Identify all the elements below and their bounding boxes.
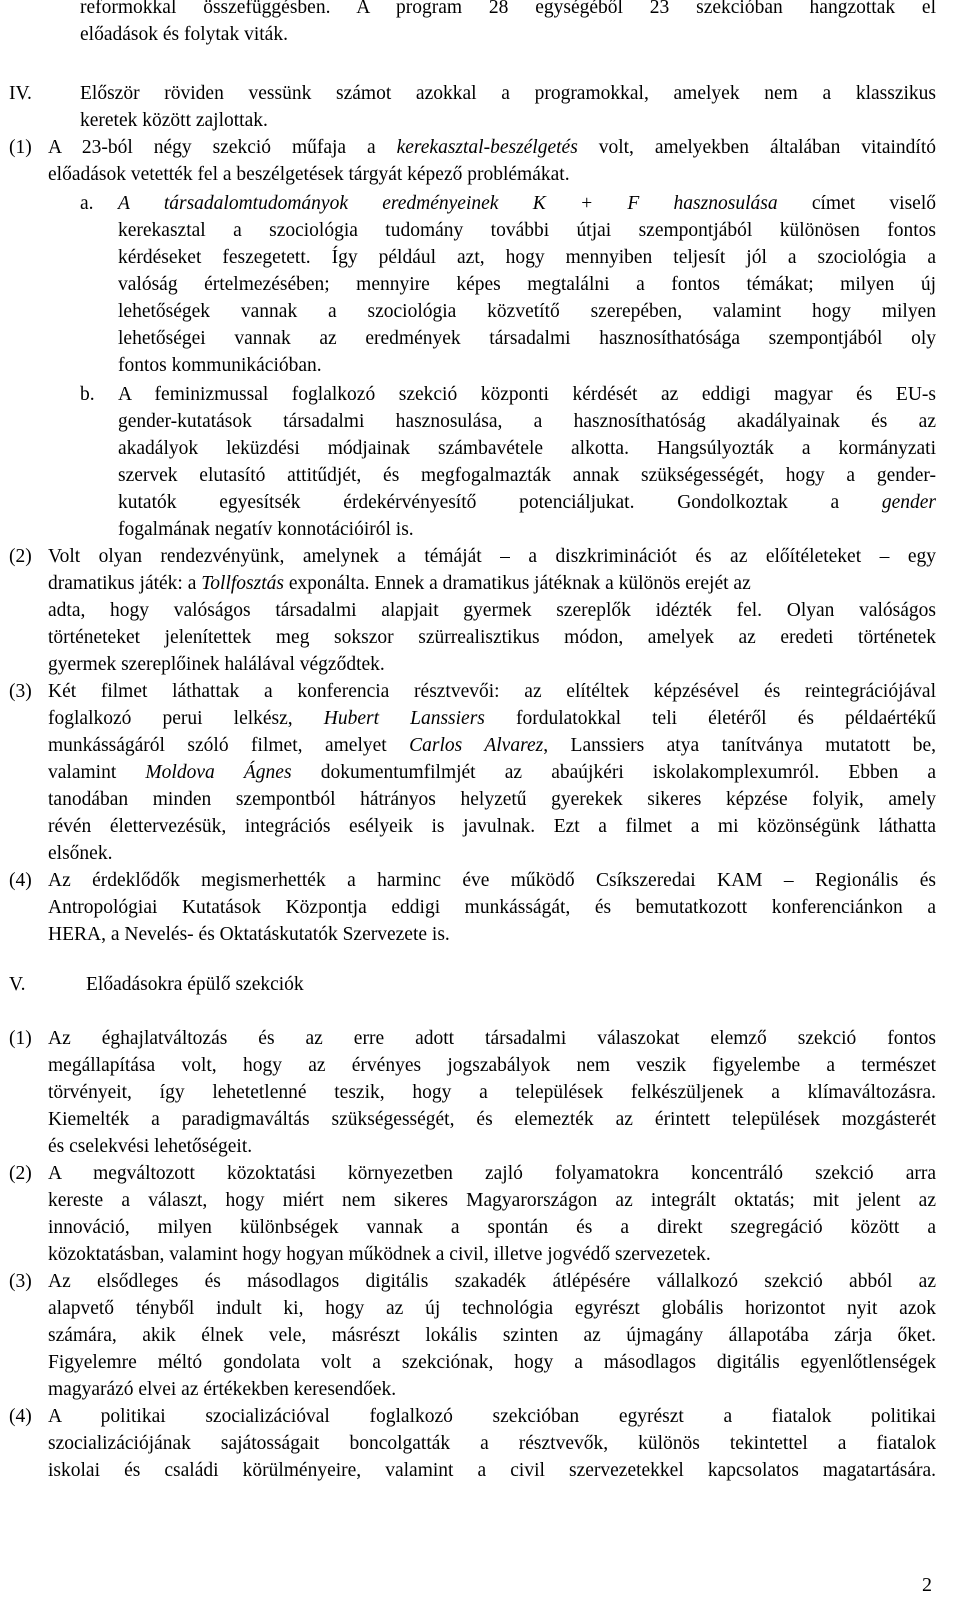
text-line bbox=[48, 1052, 936, 1080]
text-segment: Előadásokra épülő szekciók bbox=[86, 974, 304, 995]
text-line bbox=[48, 1079, 936, 1107]
text-segment: (1) bbox=[9, 1028, 32, 1049]
text-segment: A feminizmussal foglalkozó szekció központi kérdését az eddigi magyar és EU-s bbox=[118, 384, 936, 405]
text-segment: közoktatásban, valamint hogy hogyan működnek a civil, illetve jogvédő szervezetek. bbox=[48, 1244, 711, 1265]
text-line bbox=[48, 1457, 936, 1485]
text-line bbox=[118, 462, 936, 490]
text-segment: történeteket jelenítettek meg sokszor szürrealisztikus módon, amelyek az eredeti történetek bbox=[48, 627, 936, 648]
italic-text: Moldova Ágnes bbox=[145, 762, 292, 783]
text-line bbox=[48, 813, 936, 841]
text-line bbox=[48, 1349, 936, 1377]
text-line bbox=[48, 1241, 711, 1269]
text-segment: keretek között zajlottak. bbox=[80, 110, 268, 131]
text-segment: Az éghajlatváltozás és az erre adott társadalmi válaszokat elemző szekció fontos bbox=[48, 1028, 936, 1049]
text-line bbox=[48, 786, 936, 814]
text-segment: Két filmet láthattak a konferencia résztvevői: az elítéltek képzésével és reintegrációjával bbox=[48, 681, 936, 702]
text-segment: kerekasztal a szociológia tudomány további útjai szempontjából különösen fontos bbox=[118, 220, 936, 241]
text-line bbox=[48, 161, 570, 189]
text-line bbox=[48, 1430, 936, 1458]
text-segment: HERA, a Nevelés- és Oktatáskutatók Szervezete is. bbox=[48, 924, 450, 945]
text-line bbox=[118, 352, 322, 380]
text-line bbox=[48, 759, 936, 787]
text-line bbox=[48, 732, 936, 760]
text-line bbox=[48, 1376, 396, 1404]
italic-text: A társadalomtudományok eredményeinek K + F hasznosulása bbox=[118, 193, 778, 214]
text-segment: törvényeit, így lehetetlenné teszik, hogy a települések felkészüljenek a klímaváltozásra. bbox=[48, 1082, 936, 1103]
italic-text: kerekasztal-beszélgetés bbox=[396, 137, 578, 158]
text-segment: Először röviden vessünk számot azokkal a programokkal, amelyek nem a klasszikus bbox=[80, 83, 936, 104]
text-line bbox=[9, 134, 32, 162]
text-line bbox=[48, 1268, 936, 1296]
text-line bbox=[48, 1106, 936, 1134]
text-segment: gyermek szereplőinek halálával végződtek. bbox=[48, 654, 385, 675]
text-segment: kereste a választ, hogy miért nem sikeres Magyarországon az integrált oktatás; mit jelent az bbox=[48, 1190, 936, 1211]
text-line bbox=[9, 1160, 32, 1188]
text-segment: fordulatokkal teli életéről és példaértékű bbox=[484, 708, 936, 729]
text-line bbox=[9, 1268, 32, 1296]
text-segment: Volt olyan rendezvényünk, amelynek a témáját – a diszkriminációt és az előítéleteket – egy bbox=[48, 546, 936, 567]
text-segment: megállapítása volt, hogy az érvényes jogszabályok nem veszik figyelembe a természet bbox=[48, 1055, 936, 1076]
text-line bbox=[118, 435, 936, 463]
text-line bbox=[9, 80, 32, 108]
text-line bbox=[48, 1025, 936, 1053]
text-line bbox=[9, 678, 32, 706]
text-line bbox=[80, 381, 95, 409]
text-line bbox=[48, 705, 936, 733]
text-segment: révén élettervezésük, integrációs esélyeik is javulnak. Ezt a filmet a mi közönségünk láthatta bbox=[48, 816, 936, 837]
text-segment: b. bbox=[80, 384, 95, 405]
text-line bbox=[118, 489, 936, 517]
text-line bbox=[48, 921, 450, 949]
text-line bbox=[48, 894, 936, 922]
text-line bbox=[48, 624, 936, 652]
text-segment: volt, amelyekben általában vitaindító bbox=[577, 137, 936, 158]
page-number: 2 bbox=[922, 1574, 932, 1596]
text-segment: akadályok leküzdési módjainak számbavétele alkotta. Hangsúlyozták a kormányzati bbox=[118, 438, 936, 459]
text-segment: címet viselő bbox=[777, 193, 936, 214]
text-segment: dramatikus játék: a bbox=[48, 573, 202, 594]
italic-text: Hubert Lanssiers bbox=[323, 708, 485, 729]
text-segment: a. bbox=[80, 193, 94, 214]
text-segment: iskolai és családi körülményeire, valamint a civil szervezetekkel kapcsolatos magatartására. bbox=[48, 1460, 936, 1481]
text-segment: (4) bbox=[9, 870, 32, 891]
text-segment: valamint bbox=[48, 762, 146, 783]
text-line bbox=[118, 244, 936, 272]
text-line bbox=[118, 190, 936, 218]
text-segment: lehetőségei vannak az eredmények társadalmi hasznosíthatósága szempontjából oly bbox=[118, 328, 936, 349]
text-segment: innováció, milyen különbségek vannak a spontán és a direkt szegregáció között a bbox=[48, 1217, 936, 1238]
text-segment: A politikai szocializációval foglalkozó szekcióban egyrészt a fiatalok politikai bbox=[48, 1406, 936, 1427]
text-segment: (3) bbox=[9, 1271, 32, 1292]
text-segment: Figyelemre méltó gondolata volt a szekciónak, hogy a másodlagos digitális egyenlőtlenségek bbox=[48, 1352, 936, 1373]
text-segment: valóság értelmezésében; mennyire képes megtalálni a fontos témákat; milyen új bbox=[118, 274, 936, 295]
text-segment: előadások és folytak viták. bbox=[80, 24, 288, 45]
text-segment: foglalkozó perui lelkész, bbox=[48, 708, 324, 729]
text-segment: Antropológiai Kutatások Központja eddigi munkásságát, és bemutatkozott konferenciánkon a bbox=[48, 897, 936, 918]
text-segment: exponálta. Ennek a dramatikus játéknak a különös erejét az bbox=[284, 573, 751, 594]
text-line bbox=[118, 271, 936, 299]
text-line bbox=[48, 1214, 936, 1242]
text-line bbox=[48, 1187, 936, 1215]
text-line bbox=[118, 381, 936, 409]
text-line bbox=[48, 597, 936, 625]
text-line bbox=[9, 1403, 32, 1431]
text-line bbox=[9, 867, 32, 895]
text-segment: A megváltozott közoktatási környezetben zajló folyamatokra koncentráló szekció arra bbox=[48, 1163, 936, 1184]
text-line bbox=[80, 21, 288, 49]
text-segment: magyarázó elvei az értékekben keresendőek. bbox=[48, 1379, 397, 1400]
text-segment: lehetőségek vannak a szociológia közvetítő szerepében, valamint hogy milyen bbox=[118, 301, 936, 322]
text-segment: és cselekvési lehetőségeit. bbox=[48, 1136, 253, 1157]
text-segment: (2) bbox=[9, 546, 32, 567]
text-line bbox=[48, 543, 936, 571]
text-segment: IV. bbox=[9, 83, 32, 104]
text-segment: szocializációjának sajátosságait boncolgatták a résztvevők, különös tekintettel a fiatalok bbox=[48, 1433, 936, 1454]
italic-text: gender bbox=[881, 492, 936, 513]
text-line bbox=[48, 867, 936, 895]
text-line bbox=[48, 134, 936, 162]
text-segment: fontos kommunikációban. bbox=[118, 355, 322, 376]
text-line bbox=[80, 190, 94, 218]
text-line bbox=[9, 543, 32, 571]
text-segment: Az elsődleges és másodlagos digitális szakadék átlépésére vállalkozó szekció abból az bbox=[48, 1271, 936, 1292]
text-line bbox=[118, 298, 936, 326]
text-segment: dokumentumfilmjét az abaújkéri iskolakomplexumról. Ebben a bbox=[291, 762, 937, 783]
text-segment: reformokkal összefüggésben. A program 28 egységéből 23 szekcióban hangzottak el bbox=[80, 0, 936, 18]
text-line bbox=[118, 217, 936, 245]
text-segment: alapvető tényből indult ki, hogy az új technológia egyrészt globális horizontot nyit azok bbox=[48, 1298, 936, 1319]
text-line bbox=[9, 971, 25, 999]
text-segment: előadások vetették fel a beszélgetések tárgyát képező problémákat. bbox=[48, 164, 570, 185]
text-segment: tanodában minden szempontból hátrányos helyzetű gyerekek sikeres képzése folyik, amely bbox=[48, 789, 936, 810]
text-line bbox=[118, 408, 936, 436]
text-segment: gender-kutatások társadalmi hasznosulása, a hasznosíthatóság akadályainak és az bbox=[118, 411, 936, 432]
italic-text: Tollfosztás bbox=[201, 573, 284, 594]
text-segment: adta, hogy valóságos társadalmi alapjait gyermek szereplők idézték fel. Olyan valóságos bbox=[48, 600, 936, 621]
text-segment: kérdéseket feszegetett. Így például azt, hogy mennyiben teljesít jól a szociológia a bbox=[118, 247, 936, 268]
text-segment: szervek elutasító attitűdjét, és megfogalmazták annak szükségességét, hogy a gender- bbox=[118, 465, 936, 486]
text-segment: (3) bbox=[9, 681, 32, 702]
text-segment: Az érdeklődők megismerhették a harminc éve működő Csíkszeredai KAM – Regionális és bbox=[48, 870, 936, 891]
text-line bbox=[80, 107, 268, 135]
text-line bbox=[48, 840, 112, 868]
text-segment: fogalmának negatív konnotációiról is. bbox=[118, 519, 414, 540]
text-line bbox=[80, 80, 936, 108]
text-segment: elsőnek. bbox=[48, 843, 113, 864]
text-segment: számára, akik élnek vele, másrészt lokális szinten az újmagány állapotába zárja őket. bbox=[48, 1325, 936, 1346]
text-segment: A 23-ból négy szekció műfaja a bbox=[48, 137, 397, 158]
text-line bbox=[86, 971, 304, 999]
text-segment: kutatók egyesítsék érdekérvényesítő potenciáljukat. Gondolkoztak a bbox=[118, 492, 882, 513]
text-line bbox=[118, 516, 414, 544]
text-segment: (4) bbox=[9, 1406, 32, 1427]
text-segment: , Lanssiers atya tanítványa mutatott be, bbox=[543, 735, 937, 756]
text-segment: munkásságáról szóló filmet, amelyet bbox=[48, 735, 410, 756]
text-segment: (1) bbox=[9, 137, 32, 158]
text-line bbox=[48, 651, 385, 679]
text-line bbox=[48, 1322, 936, 1350]
text-segment: Kiemelték a paradigmaváltás szükségességét, és elemezték az érintett települések mozgásterét bbox=[48, 1109, 936, 1130]
text-line bbox=[118, 325, 936, 353]
text-line bbox=[48, 1295, 936, 1323]
text-segment: V. bbox=[9, 974, 26, 995]
text-line bbox=[48, 1160, 936, 1188]
text-line bbox=[48, 1133, 252, 1161]
text-line bbox=[80, 0, 936, 22]
text-line bbox=[48, 570, 751, 598]
text-segment: (2) bbox=[9, 1163, 32, 1184]
italic-text: Carlos Alvarez bbox=[409, 735, 544, 756]
text-line bbox=[48, 1403, 936, 1431]
text-line bbox=[9, 1025, 32, 1053]
text-line bbox=[48, 678, 936, 706]
